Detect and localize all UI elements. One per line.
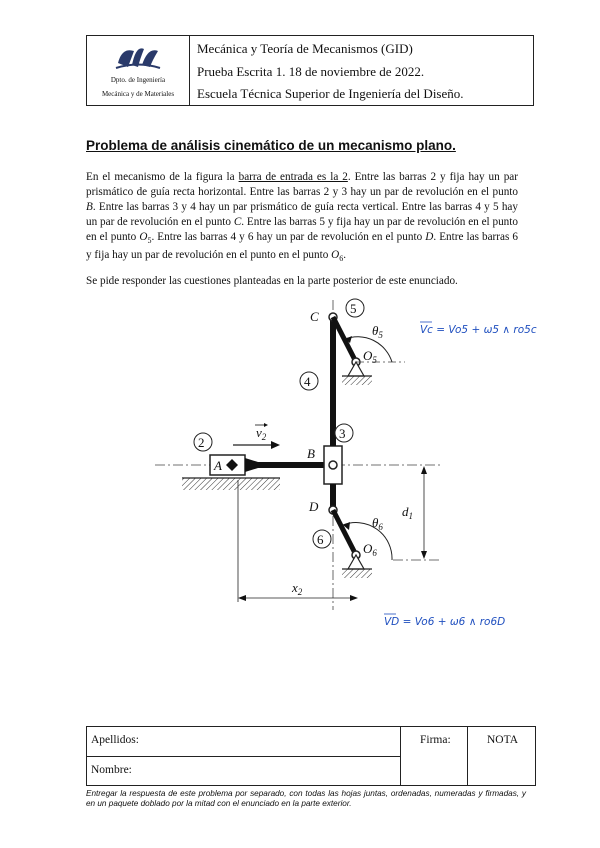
o5-label: $O_5$ — [363, 348, 377, 365]
problem-title: Problema de análisis cinemático de un mecanismo plano. — [86, 138, 456, 153]
mechanism-figure — [0, 290, 600, 640]
v2-label: $v_2$ — [256, 425, 267, 442]
o6-label: $O_6$ — [363, 541, 377, 558]
student-info-table — [86, 726, 536, 786]
exam-title: Prueba Escrita 1. 18 de noviembre de 2022. — [197, 64, 425, 79]
bar-4-label: 4 — [304, 374, 311, 389]
problem-instruction: Se pide responder las cuestiones planteadas en la parte posterior de este enunciado. — [86, 275, 458, 287]
apellidos-field[interactable]: Apellidos: — [91, 734, 139, 746]
bar-5-label: 5 — [350, 301, 357, 316]
handwritten-vc-equation: Vc = Vo5 + ω5 ∧ ro5c — [420, 324, 537, 336]
point-d-label: D — [309, 499, 319, 514]
problem-statement: En el mecanismo de la figura la barra de entrada es la 2. Entre las barras 2 y fija hay un par prismático de guía recta horizontal. Entre las barras 2 y 3 hay un par de revolución en el punto B. Entre las barras 3 y 4 hay un par prismático de guía recta vertical. Entre las barras 4 y 5 hay un par de revolución en el punto C. Entre las barras 5 y fija hay un par de revolución en el punto en el punto $O_5$. Entre las barras 4 y 6 hay un par de revolución en el punto D. Entre las barras 6 y fija hay un par de revolución en el punto en el punto $O_6$. — [86, 171, 518, 264]
nota-field: NOTA — [487, 734, 519, 746]
nombre-field[interactable]: Nombre: — [91, 764, 132, 776]
bar-6-label: 6 — [317, 532, 324, 547]
course-title: Mecánica y Teoría de Mecanismos (GID) — [197, 41, 413, 56]
submission-footnote: Entregar la respuesta de este problema por separado, con todas las hojas juntas, ordenadas, numeradas y firmadas, y en un paquete doblado por la mitad con el enunciado en la parte exterior. — [86, 789, 526, 808]
theta6-label: $\theta_6$ — [372, 515, 383, 532]
x2-label: $x_2$ — [292, 580, 303, 597]
point-b-label: B — [307, 446, 315, 461]
exam-header — [86, 35, 534, 106]
department-logo-cell — [87, 36, 190, 105]
department-logo — [114, 41, 162, 73]
handwritten-vd-equation: VD = Vo6 + ω6 ∧ ro6D — [384, 616, 506, 628]
d1-label: $d_1$ — [402, 504, 413, 521]
theta5-label: $\theta_5$ — [372, 323, 383, 340]
school-name: Escuela Técnica Superior de Ingeniería del Diseño. — [197, 86, 464, 101]
bar-2-label: 2 — [198, 435, 205, 450]
firma-field[interactable]: Firma: — [420, 734, 451, 746]
department-name-line2: Mecánica y de Materiales — [101, 90, 175, 98]
point-a-label: A — [214, 458, 222, 473]
bar-3-label: 3 — [339, 426, 346, 441]
department-name-line1: Dpto. de Ingeniería — [110, 76, 166, 84]
point-c-label: C — [310, 309, 319, 324]
